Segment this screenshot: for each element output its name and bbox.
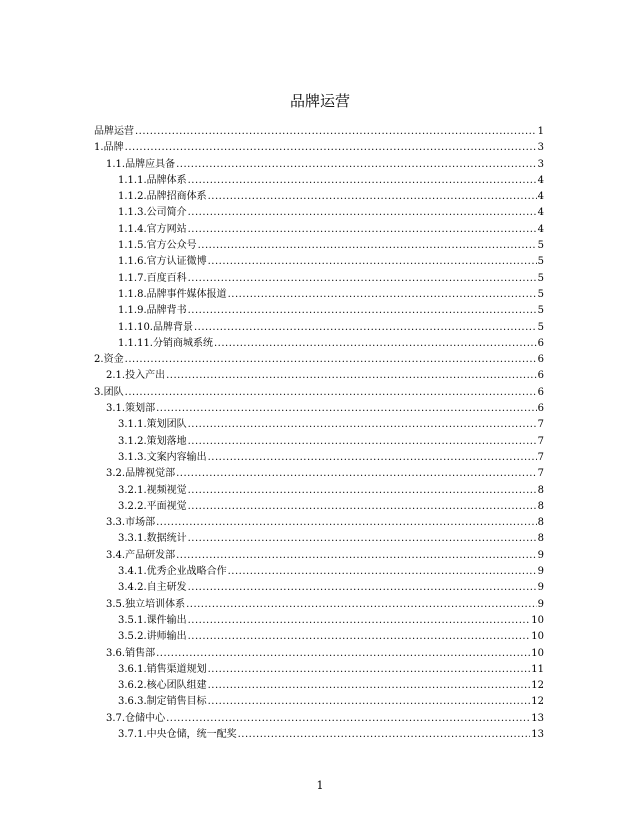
toc-entry[interactable] (94, 271, 544, 287)
toc-entry-number: 3.2. (106, 468, 126, 480)
toc-dot-leader (125, 385, 537, 401)
toc-entry[interactable] (94, 662, 544, 678)
toc-dot-leader (208, 189, 537, 205)
toc-entry-number: 1.1.8. (118, 288, 147, 300)
toc-entry[interactable] (94, 483, 544, 499)
toc-entry-number: 1.1.7. (118, 272, 147, 284)
toc-entry-number: 3.4. (106, 549, 126, 561)
toc-entry-label: 数据统计 (146, 533, 187, 545)
toc-entry-page: 12 (531, 680, 544, 692)
toc-entry[interactable] (94, 336, 544, 352)
toc-entry-number: 3.5.2. (118, 631, 147, 643)
toc-entry-page: 6 (537, 403, 544, 415)
toc-dot-leader (188, 499, 537, 515)
toc-entry-number: 1.1.3. (118, 207, 147, 219)
toc-dot-leader (238, 727, 531, 743)
toc-entry-number: 1.1.5. (118, 240, 147, 252)
toc-entry-number: 1.1.11. (118, 337, 153, 349)
toc-entry-label: 优秀企业战略合作 (146, 566, 227, 578)
toc-entry[interactable] (94, 287, 544, 303)
toc-entry-number: 3.1.3. (118, 451, 147, 463)
toc-entry[interactable] (94, 352, 544, 368)
toc-entry-label: 中央仓储，统一配奖 (146, 728, 237, 740)
toc-entry-number: 3.1.2. (118, 435, 147, 447)
toc-entry-page: 5 (537, 288, 544, 300)
toc-dot-leader (156, 401, 537, 417)
toc-dot-leader (208, 450, 537, 466)
toc-dot-leader (135, 124, 537, 140)
toc-entry[interactable] (94, 646, 544, 662)
toc-dot-leader (176, 466, 537, 482)
toc-entry[interactable] (94, 124, 544, 140)
toc-entry-page: 5 (537, 256, 544, 268)
toc-entry[interactable] (94, 303, 544, 319)
toc-entry-label: 平面视觉 (146, 500, 187, 512)
toc-entry-page: 12 (531, 696, 544, 708)
toc-entry[interactable] (94, 548, 544, 564)
toc-entry-page: 9 (537, 582, 544, 594)
toc-entry-page: 11 (531, 663, 544, 675)
toc-entry-label: 官方公众号 (146, 240, 197, 252)
toc-entry-number: 3.6.3. (118, 696, 147, 708)
toc-entry-number: 1.1.2. (118, 191, 147, 203)
toc-entry-label: 仓储中心 (125, 712, 166, 724)
toc-entry-label: 分销商城系统 (153, 337, 213, 349)
toc-entry-page: 8 (537, 517, 544, 529)
toc-entry[interactable] (94, 597, 544, 613)
toc-entry-label: 讲师输出 (146, 631, 187, 643)
toc-dot-leader (188, 434, 537, 450)
toc-entry[interactable] (94, 694, 544, 710)
toc-entry-number: 1.1.4. (118, 223, 147, 235)
toc-entry-number: 3.2.2. (118, 500, 147, 512)
toc-entry-number: 3.5.1. (118, 614, 147, 626)
toc-dot-leader (188, 205, 537, 221)
toc-entry[interactable] (94, 173, 544, 189)
toc-entry-page: 10 (531, 647, 544, 659)
toc-entry[interactable] (94, 580, 544, 596)
toc-entry-page: 5 (537, 305, 544, 317)
toc-dot-leader (208, 678, 531, 694)
toc-entry-page: 8 (537, 500, 544, 512)
toc-entry-page: 4 (537, 223, 544, 235)
toc-entry-number: 1.1.1. (118, 174, 147, 186)
toc-entry-label: 独立培训体系 (125, 598, 186, 610)
toc-entry-label: 品牌事件媒体报道 (146, 288, 227, 300)
toc-entry-number: 3.7.1. (118, 728, 147, 740)
toc-entry-page: 6 (537, 370, 544, 382)
toc-entry[interactable] (94, 417, 544, 433)
toc-dot-leader (228, 564, 537, 580)
toc-entry[interactable] (94, 613, 544, 629)
toc-entry-number: 2. (94, 354, 104, 366)
toc-entry-page: 9 (537, 598, 544, 610)
toc-entry[interactable] (94, 385, 544, 401)
toc-dot-leader (166, 711, 530, 727)
toc-entry[interactable] (94, 205, 544, 221)
toc-dot-leader (156, 646, 530, 662)
toc-dot-leader (208, 662, 531, 678)
toc-entry-page: 5 (537, 272, 544, 284)
toc-entry-number: 1.1.9. (118, 305, 147, 317)
toc-dot-leader (188, 531, 537, 547)
toc-entry-label: 品牌应具备 (125, 158, 176, 170)
toc-entry-page: 4 (537, 191, 544, 203)
toc-entry-label: 官方网站 (146, 223, 187, 235)
toc-entry-label: 品牌视觉部 (125, 468, 176, 480)
toc-dot-leader (188, 580, 537, 596)
toc-entry-label: 文案内容输出 (146, 451, 207, 463)
toc-entry[interactable] (94, 629, 544, 645)
toc-entry[interactable] (94, 368, 544, 384)
toc-dot-leader (125, 140, 537, 156)
toc-entry-page: 3 (537, 142, 544, 154)
toc-dot-leader (186, 597, 537, 613)
toc-entry-page: 9 (537, 549, 544, 561)
toc-entry[interactable] (94, 450, 544, 466)
toc-entry-page: 5 (537, 321, 544, 333)
toc-entry[interactable] (94, 515, 544, 531)
toc-entry-page: 10 (531, 614, 544, 626)
toc-entry-number: 3.1. (106, 403, 126, 415)
toc-entry-number: 3.7. (106, 712, 126, 724)
toc-entry[interactable] (94, 401, 544, 417)
toc-entry-page: 4 (537, 174, 544, 186)
toc-entry-label: 投入产出 (125, 370, 166, 382)
toc-entry-label: 视频视觉 (146, 484, 187, 496)
toc-dot-leader (188, 613, 531, 629)
toc-entry-page: 4 (537, 207, 544, 219)
toc-dot-leader (188, 271, 537, 287)
toc-entry-page: 6 (537, 386, 544, 398)
toc-entry-label: 销售渠道规划 (146, 663, 207, 675)
toc-entry-page: 9 (537, 566, 544, 578)
toc-entry-number: 3.4.2. (118, 582, 147, 594)
toc-entry-page: 13 (531, 712, 544, 724)
toc-entry-label: 策划部 (125, 403, 156, 415)
toc-entry-label: 品牌背景 (153, 321, 193, 333)
toc-dot-leader (166, 368, 537, 384)
toc-entry-label: 百度百科 (146, 272, 187, 284)
toc-dot-leader (188, 222, 537, 238)
toc-entry-label: 核心团队组建 (146, 680, 207, 692)
toc-entry-page: 6 (537, 354, 544, 366)
toc-entry-number: 3.6.2. (118, 680, 147, 692)
toc-entry[interactable] (94, 727, 544, 743)
toc-entry-number: 3.5. (106, 598, 126, 610)
toc-entry-page: 13 (531, 728, 544, 740)
toc-entry-number: 3.6.1. (118, 663, 147, 675)
toc-entry-page: 8 (537, 484, 544, 496)
document-title: 品牌运营 (289, 92, 350, 110)
toc-dot-leader (188, 303, 537, 319)
toc-entry-number: 3.4.1. (118, 566, 147, 578)
toc-entry[interactable] (94, 238, 544, 254)
toc-dot-leader (208, 694, 531, 710)
toc-entry-label: 策划团队 (146, 419, 187, 431)
toc-entry[interactable] (94, 499, 544, 515)
toc-entry-page: 7 (537, 419, 544, 431)
toc-entry[interactable] (94, 222, 544, 238)
toc-entry-number: 1.1.6. (118, 256, 147, 268)
toc-entry-number: 3.2.1. (118, 484, 147, 496)
toc-entry-label: 品牌体系 (146, 174, 187, 186)
toc-entry[interactable] (94, 434, 544, 450)
toc-entry-page: 5 (537, 240, 544, 252)
toc-entry[interactable] (94, 711, 544, 727)
table-of-contents (94, 124, 544, 743)
toc-dot-leader (188, 483, 537, 499)
toc-entry-number: 1. (94, 142, 104, 154)
toc-dot-leader (228, 287, 537, 303)
toc-entry[interactable] (94, 678, 544, 694)
toc-entry-label: 公司简介 (146, 207, 187, 219)
toc-entry-page: 3 (537, 158, 544, 170)
toc-entry[interactable] (94, 254, 544, 270)
page-number: 1 (316, 779, 324, 792)
toc-entry-page: 8 (537, 533, 544, 545)
toc-entry-number: 3. (94, 386, 104, 398)
toc-entry-page: 7 (537, 468, 544, 480)
toc-entry[interactable] (94, 189, 544, 205)
toc-entry-number: 1.1. (106, 158, 126, 170)
toc-entry-label: 资金 (103, 354, 124, 366)
toc-entry[interactable] (94, 157, 544, 173)
toc-entry-number: 2.1. (106, 370, 126, 382)
toc-entry-page: 10 (531, 631, 544, 643)
toc-entry-label: 产品研发部 (125, 549, 176, 561)
toc-entry-label: 品牌 (103, 142, 124, 154)
toc-entry-label: 品牌运营 (94, 126, 134, 137)
toc-entry-label: 课件输出 (146, 614, 187, 626)
toc-entry[interactable] (94, 564, 544, 580)
toc-entry-label: 市场部 (125, 517, 156, 529)
toc-entry-label: 自主研发 (146, 582, 187, 594)
toc-entry-page: 6 (537, 337, 544, 349)
toc-entry[interactable] (94, 140, 544, 156)
toc-entry-page: 1 (537, 126, 544, 137)
toc-dot-leader (176, 157, 537, 173)
toc-dot-leader (125, 352, 537, 368)
toc-entry-label: 销售部 (125, 647, 156, 659)
toc-entry-label: 官方认证微博 (146, 256, 207, 268)
toc-dot-leader (198, 238, 537, 254)
toc-dot-leader (188, 629, 531, 645)
toc-entry-page: 7 (537, 451, 544, 463)
toc-dot-leader (188, 173, 537, 189)
toc-entry[interactable] (94, 531, 544, 547)
toc-dot-leader (214, 336, 537, 352)
toc-entry-label: 制定销售目标 (146, 696, 207, 708)
toc-entry-label: 策划落地 (146, 435, 187, 447)
toc-dot-leader (176, 548, 537, 564)
toc-entry-page: 7 (537, 435, 544, 447)
toc-entry-number: 3.1.1. (118, 419, 147, 431)
toc-dot-leader (194, 320, 537, 336)
toc-entry-number: 1.1.10. (118, 321, 153, 333)
toc-entry[interactable] (94, 466, 544, 482)
toc-entry-label: 品牌招商体系 (146, 191, 207, 203)
toc-entry-label: 团队 (103, 386, 124, 398)
toc-entry-number: 3.3. (106, 517, 126, 529)
toc-entry-number: 3.6. (106, 647, 126, 659)
toc-entry-label: 品牌背书 (146, 305, 187, 317)
toc-dot-leader (156, 515, 537, 531)
toc-dot-leader (208, 254, 537, 270)
toc-dot-leader (188, 417, 537, 433)
toc-entry[interactable] (94, 320, 544, 336)
toc-entry-number: 3.3.1. (118, 533, 147, 545)
